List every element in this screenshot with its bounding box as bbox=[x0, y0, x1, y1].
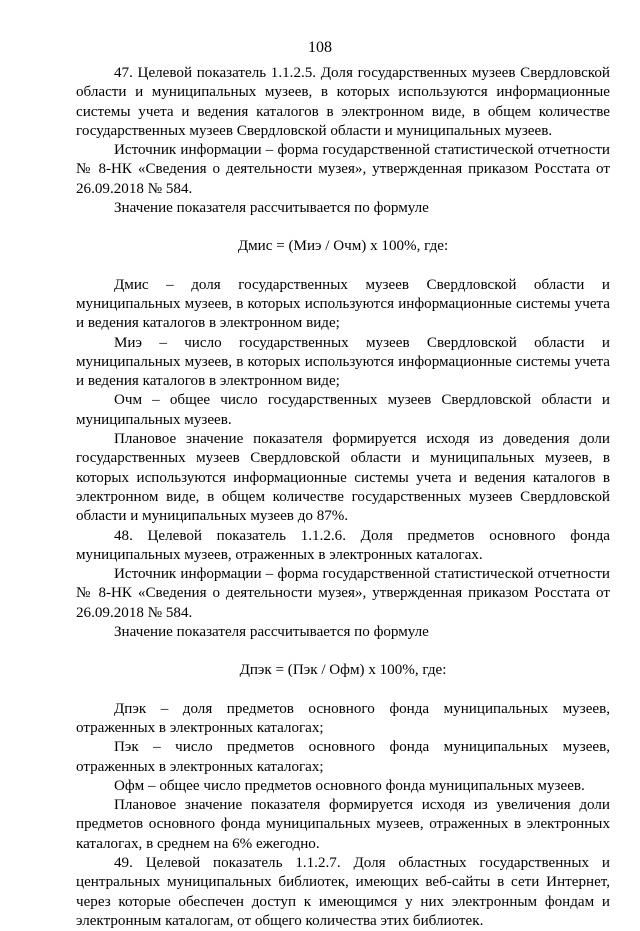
definition-pek: Пэк – число предметов основного фонда муниципальных музеев, отраженных в электронных каталогах; bbox=[76, 739, 610, 775]
info-source-48: Источник информации – форма государственной статистической отчетности № 8-НК «Сведения о деятельности музея», утвержденная приказом Росстата от 26.09.2018 № 584. bbox=[76, 566, 610, 621]
indicator-47-title: 47. Целевой показатель 1.1.2.5. Доля государственных музеев Свердловской области и муниципальных музеев, в которых используются информационные системы учета и ведения каталогов в электронном виде, в общем количестве государственных музеев Свердловской области и муниципальных музеев. bbox=[76, 65, 610, 139]
formula-intro-47: Значение показателя рассчитывается по формуле bbox=[114, 200, 429, 217]
indicator-48-title: 48. Целевой показатель 1.1.2.6. Доля предметов основного фонда муниципальных музеев, отраженных в электронных каталогах. bbox=[76, 527, 610, 563]
info-source-47: Источник информации – форма государственной статистической отчетности № 8-НК «Сведения о деятельности музея», утвержденная приказом Росстата от 26.09.2018 № 584. bbox=[76, 142, 610, 197]
document-body bbox=[76, 64, 610, 931]
definition-dmis: Дмис – доля государственных музеев Свердловской области и муниципальных музеев, в которых используются информационные системы учета и ведения каталогов в электронном виде; bbox=[76, 276, 610, 332]
definition-dpek: Дпэк – доля предметов основного фонда муниципальных музеев, отраженных в электронных каталогах; bbox=[76, 700, 610, 736]
definition-ofm: Офм – общее число предметов основного фонда муниципальных музеев. bbox=[114, 777, 585, 794]
definition-mie: Миэ – число государственных музеев Свердловской области и муниципальных музеев, в которых используются информационные системы учета и ведения каталогов в электронном виде; bbox=[76, 334, 610, 390]
formula-intro-48: Значение показателя рассчитывается по формуле bbox=[114, 624, 429, 641]
planned-value-47: Плановое значение показателя формируется исходя из доведения доли государственных музеев Свердловской области и муниципальных музеев, в которых используются информационные системы учета и ведения каталогов в электронном виде, в общем количестве государственных музеев Свердловской области и муниципальных музеев до 87%. bbox=[76, 431, 610, 525]
formula-dmis: Дмис = (Миэ / Очм) x 100%, где: bbox=[237, 238, 449, 255]
page-number: 108 bbox=[308, 39, 332, 56]
planned-value-48: Плановое значение показателя формируется исходя из увеличения доли предметов основного фонда муниципальных музеев, отраженных в электронных каталогах, в среднем на 6% ежегодно. bbox=[76, 797, 610, 852]
indicator-49-title: 49. Целевой показатель 1.1.2.7. Доля областных государственных и центральных муниципальных библиотек, имеющих веб-сайты в сети Интернет, через которые обеспечен доступ к имеющимся у них электронным фондам и электронным каталогам, от общего количества этих библиотек. bbox=[76, 854, 610, 929]
definition-ochm: Очм – общее число государственных музеев Свердловской области и муниципальных музеев. bbox=[76, 392, 610, 428]
formula-dpek: Дпэк = (Пэк / Офм) x 100%, где: bbox=[239, 662, 447, 679]
